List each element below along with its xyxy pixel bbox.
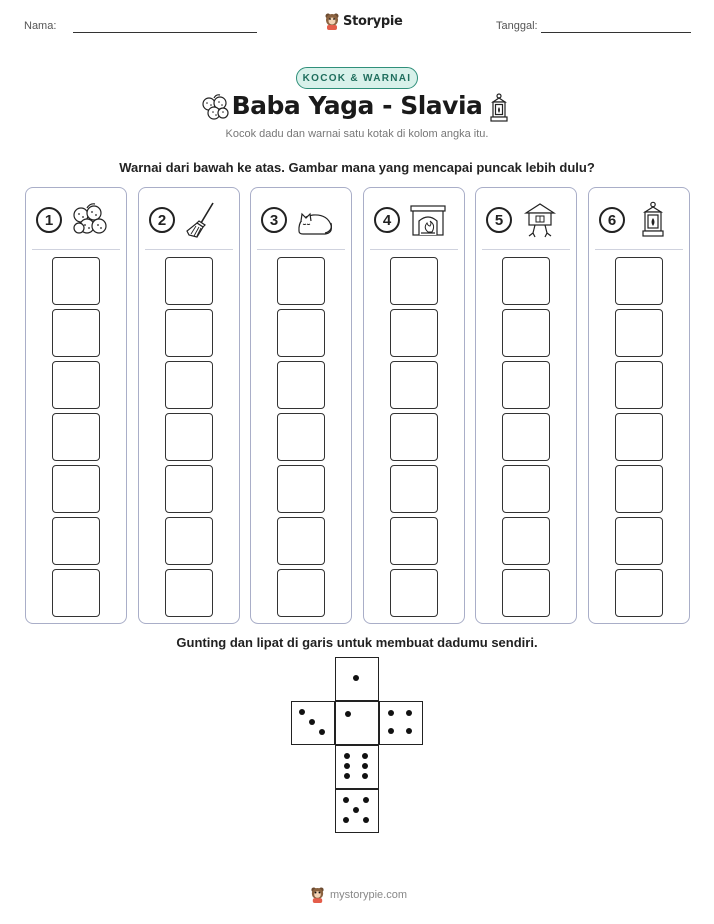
die-pip xyxy=(353,807,359,813)
color-box[interactable] xyxy=(165,257,213,305)
color-box[interactable] xyxy=(390,413,438,461)
color-box[interactable] xyxy=(165,413,213,461)
column-divider xyxy=(145,249,233,250)
color-box[interactable] xyxy=(390,569,438,617)
column-header xyxy=(364,188,464,251)
column-1 xyxy=(25,187,127,624)
color-box[interactable] xyxy=(165,361,213,409)
die-pip xyxy=(388,728,394,734)
color-box[interactable] xyxy=(390,309,438,357)
lantern-title-icon xyxy=(487,93,511,123)
color-box[interactable] xyxy=(502,361,550,409)
color-box[interactable] xyxy=(390,517,438,565)
storypie-mascot-icon xyxy=(310,886,325,903)
hut-on-chicken-legs-icon xyxy=(520,201,560,239)
column-5 xyxy=(475,187,577,624)
column-6 xyxy=(588,187,690,624)
die-pip xyxy=(344,763,350,769)
color-box[interactable] xyxy=(52,361,100,409)
fireplace-icon xyxy=(408,201,448,239)
footer xyxy=(310,886,407,903)
color-box[interactable] xyxy=(390,361,438,409)
die-pip xyxy=(362,773,368,779)
color-box[interactable] xyxy=(502,309,550,357)
color-box[interactable] xyxy=(615,413,663,461)
die-pip xyxy=(309,719,315,725)
color-box[interactable] xyxy=(277,309,325,357)
color-box[interactable] xyxy=(52,517,100,565)
column-number: 1 xyxy=(36,207,62,233)
column-divider xyxy=(482,249,570,250)
color-box[interactable] xyxy=(277,361,325,409)
column-number: 2 xyxy=(149,207,175,233)
storypie-mascot-icon xyxy=(324,12,340,30)
column-header xyxy=(139,188,239,251)
color-box[interactable] xyxy=(390,257,438,305)
color-box[interactable] xyxy=(52,413,100,461)
column-number: 4 xyxy=(374,207,400,233)
color-box[interactable] xyxy=(615,465,663,513)
column-divider xyxy=(595,249,683,250)
color-box[interactable] xyxy=(52,465,100,513)
die-pip xyxy=(363,817,369,823)
color-box[interactable] xyxy=(277,465,325,513)
color-box[interactable] xyxy=(615,569,663,617)
column-3 xyxy=(250,187,352,624)
die-face-top-1 xyxy=(335,657,379,701)
die-pip xyxy=(319,729,325,735)
page-title: Baba Yaga - Slavia xyxy=(231,91,483,120)
color-box[interactable] xyxy=(502,465,550,513)
broom-icon xyxy=(183,201,223,239)
column-number: 3 xyxy=(261,207,287,233)
color-box[interactable] xyxy=(165,465,213,513)
color-box[interactable] xyxy=(277,517,325,565)
color-box[interactable] xyxy=(615,517,663,565)
color-box[interactable] xyxy=(165,309,213,357)
sleeping-cat-icon xyxy=(295,201,335,239)
color-box[interactable] xyxy=(502,257,550,305)
column-number: 5 xyxy=(486,207,512,233)
die-pip xyxy=(343,797,349,803)
color-box[interactable] xyxy=(502,569,550,617)
die-pip xyxy=(363,797,369,803)
die-pip xyxy=(406,728,412,734)
column-4 xyxy=(363,187,465,624)
column-divider xyxy=(370,249,458,250)
brand-logo xyxy=(324,12,403,30)
column-number: 6 xyxy=(599,207,625,233)
die-face-bottom-6 xyxy=(335,745,379,789)
column-header xyxy=(589,188,689,251)
color-box[interactable] xyxy=(615,361,663,409)
die-pip xyxy=(345,711,351,717)
date-label: Tanggal: xyxy=(496,20,538,32)
name-label: Nama: xyxy=(24,20,57,32)
color-box[interactable] xyxy=(165,517,213,565)
die-pip xyxy=(299,709,305,715)
color-box[interactable] xyxy=(502,517,550,565)
die-pip xyxy=(388,710,394,716)
column-header xyxy=(26,188,126,251)
color-box[interactable] xyxy=(390,465,438,513)
die-pip xyxy=(344,753,350,759)
color-box[interactable] xyxy=(52,569,100,617)
color-box[interactable] xyxy=(277,413,325,461)
color-box[interactable] xyxy=(502,413,550,461)
die-face-left-3 xyxy=(291,701,335,745)
column-2 xyxy=(138,187,240,624)
column-divider xyxy=(257,249,345,250)
die-face-center-1 xyxy=(335,701,379,745)
color-box[interactable] xyxy=(277,569,325,617)
color-box[interactable] xyxy=(52,257,100,305)
berries-icon xyxy=(70,201,110,239)
color-box[interactable] xyxy=(277,257,325,305)
die-pip xyxy=(344,773,350,779)
die-face-last-5 xyxy=(335,789,379,833)
die-pip xyxy=(362,763,368,769)
color-box[interactable] xyxy=(615,309,663,357)
date-line[interactable] xyxy=(541,32,691,33)
column-header xyxy=(251,188,351,251)
color-box[interactable] xyxy=(615,257,663,305)
lantern-icon xyxy=(633,201,673,239)
color-box[interactable] xyxy=(52,309,100,357)
column-header xyxy=(476,188,576,251)
die-pip xyxy=(362,753,368,759)
name-line[interactable] xyxy=(73,32,257,33)
subtitle: Kocok dadu dan warnai satu kotak di kolom angka itu. xyxy=(225,128,489,140)
footer-url[interactable]: mystorypie.com xyxy=(330,888,408,901)
die-pip xyxy=(406,710,412,716)
die-pip xyxy=(343,817,349,823)
die-face-right-4 xyxy=(379,701,423,745)
color-box[interactable] xyxy=(165,569,213,617)
cut-instruction: Gunting dan lipat di garis untuk membuat dadumu sendiri. xyxy=(176,635,538,650)
activity-badge: KOCOK & WARNAI xyxy=(296,67,418,89)
coloring-instruction: Warnai dari bawah ke atas. Gambar mana yang mencapai puncak lebih dulu? xyxy=(119,160,595,175)
die-pip xyxy=(353,675,359,681)
brand-name: Storypie xyxy=(343,13,403,29)
column-divider xyxy=(32,249,120,250)
